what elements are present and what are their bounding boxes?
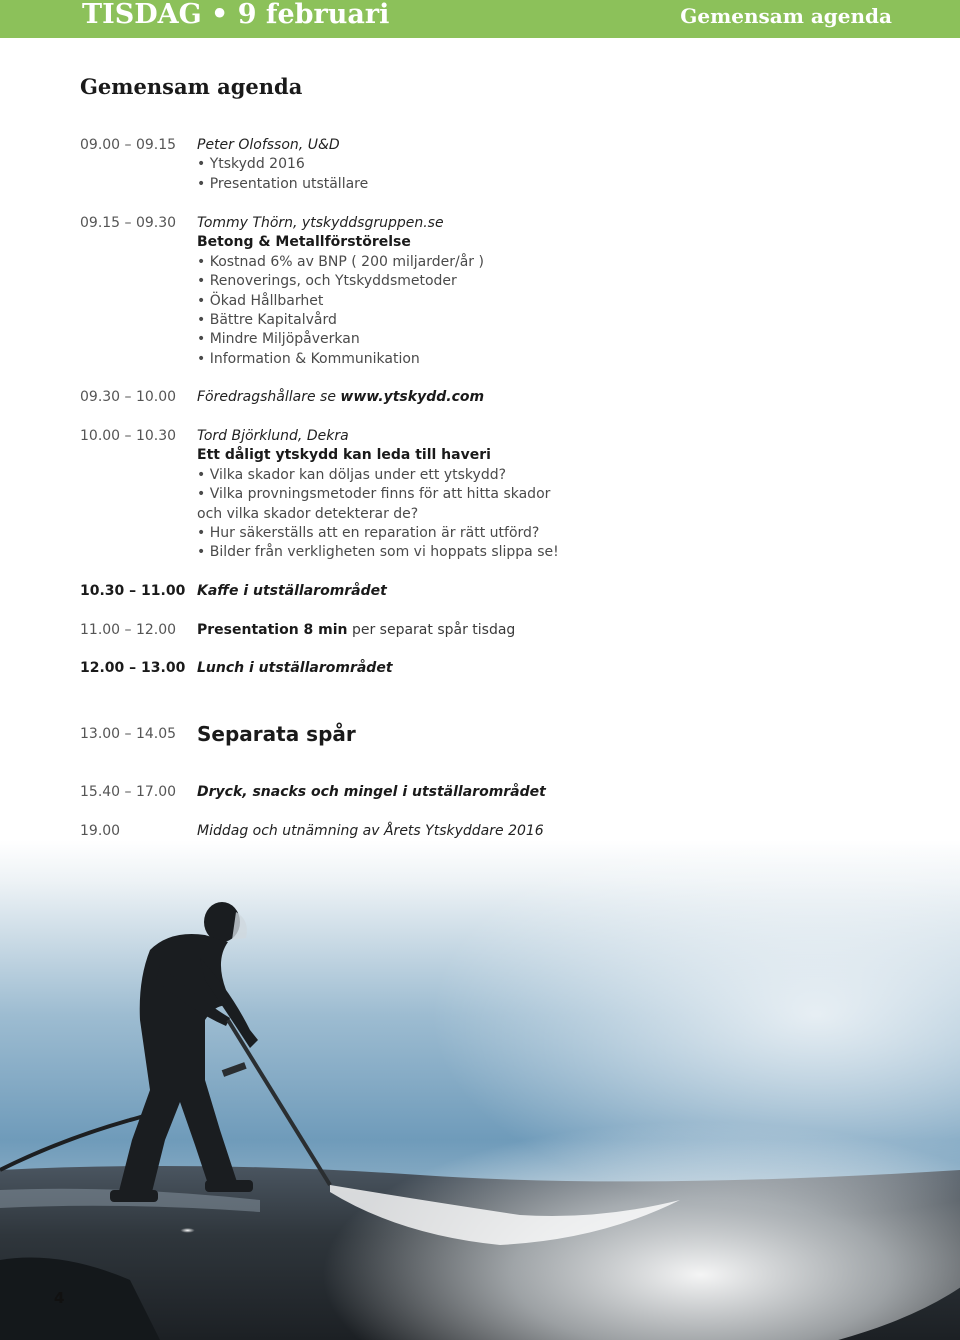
agenda-time: 09.15 – 09.30 — [80, 215, 177, 231]
agenda-time: 09.00 – 09.15 — [80, 137, 177, 153]
agenda-speaker: Tord Björklund, Dekra — [197, 428, 349, 444]
page-title: Gemensam agenda — [80, 74, 303, 99]
agenda-time: 10.30 – 11.00 — [80, 583, 186, 599]
agenda-bullet: • Ytskydd 2016 — [197, 156, 305, 173]
agenda-speaker: Peter Olofsson, U&D — [197, 137, 340, 153]
agenda-text-large: Separata spår — [197, 722, 356, 746]
agenda-time: 11.00 – 12.00 — [80, 622, 177, 638]
agenda-bullet: • Kostnad 6% av BNP ( 200 miljarder/år ) — [197, 253, 484, 270]
agenda-text: per separat spår tisdag — [347, 622, 516, 638]
agenda-time: 13.00 – 14.05 — [80, 726, 177, 742]
agenda-talk-title: Ett dåligt ytskydd kan leda till haveri — [197, 447, 491, 464]
agenda-item — [0, 388, 960, 408]
agenda-item — [0, 427, 960, 567]
agenda-time: 12.00 – 13.00 — [80, 660, 186, 676]
agenda-speaker: Tommy Thörn, ytskyddsgruppen.se — [197, 215, 444, 231]
agenda-bullet: • Ökad Hållbarhet — [197, 292, 324, 309]
agenda-text-bold: Presentation 8 min — [197, 622, 348, 638]
agenda-bullet: • Bättre Kapitalvård — [197, 311, 337, 328]
agenda-bullet: • Hur säkerställs att en reparation är rätt utförd? — [197, 524, 540, 541]
header-day: TISDAG • 9 februari — [82, 0, 390, 30]
agenda-text: Lunch i utställarområdet — [197, 660, 393, 676]
agenda-item — [0, 621, 960, 641]
agenda-time: 15.40 – 17.00 — [80, 784, 177, 800]
agenda-bullet: • Presentation utställare — [197, 175, 369, 192]
agenda-text: Middag och utnämning av Årets Ytskyddare 2016 — [197, 823, 544, 839]
agenda-time: 19.00 — [80, 823, 121, 839]
agenda-bullet: • Bilder från verkligheten som vi hoppats slippa se! — [197, 544, 559, 561]
agenda-talk-title: Betong & Metallförstörelse — [197, 234, 411, 251]
agenda-time: 09.30 – 10.00 — [80, 389, 177, 405]
header-section-title: Gemensam agenda — [680, 4, 892, 28]
agenda-text: Föredragshållare se — [197, 389, 341, 405]
website-link[interactable]: www.ytskydd.com — [340, 389, 485, 405]
agenda-item — [0, 659, 960, 679]
agenda-text: Kaffe i utställarområdet — [197, 583, 387, 599]
pressure-washing-photo — [0, 840, 960, 1340]
header-bar — [0, 0, 960, 38]
agenda-item — [0, 136, 960, 196]
page-number: 4 — [54, 1289, 65, 1307]
agenda-bullet: • Renoverings, och Ytskyddsmetoder — [197, 273, 457, 290]
agenda-item — [0, 214, 960, 374]
agenda-item — [0, 822, 960, 842]
agenda-bullet-continuation: och vilka skador detekterar de? — [197, 505, 419, 522]
agenda-item — [0, 582, 960, 602]
agenda-item — [0, 783, 960, 803]
agenda-time: 10.00 – 10.30 — [80, 428, 177, 444]
agenda-bullet: • Vilka provningsmetoder finns för att hitta skador — [197, 486, 551, 503]
agenda-item — [0, 721, 960, 749]
agenda-bullet: • Information & Kommunikation — [197, 350, 420, 367]
agenda-bullet: • Mindre Miljöpåverkan — [197, 331, 360, 348]
agenda-text: Dryck, snacks och mingel i utställarområdet — [197, 784, 546, 800]
agenda-bullet: • Vilka skador kan döljas under ett ytskydd? — [197, 466, 507, 483]
